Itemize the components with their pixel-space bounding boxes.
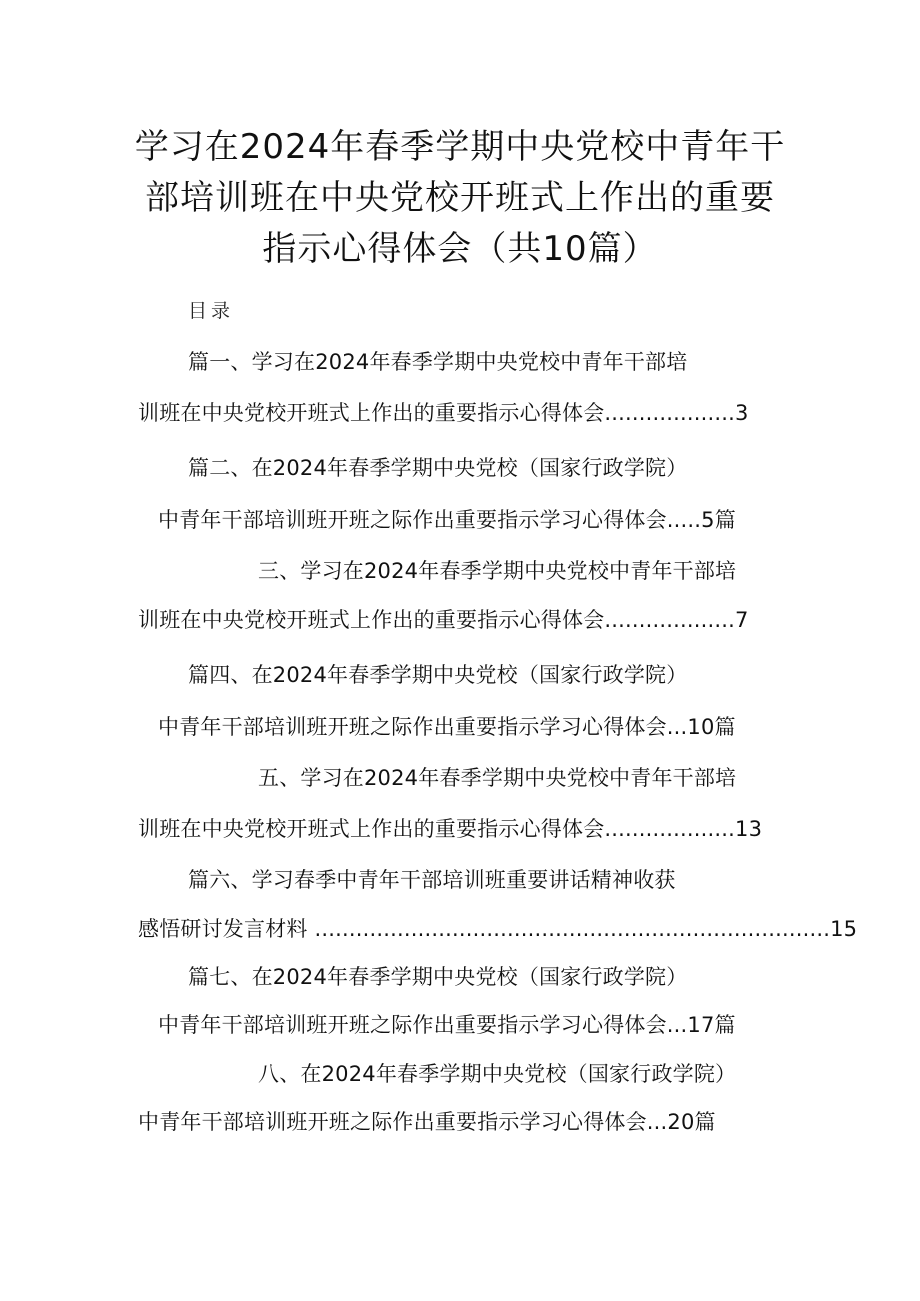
toc-entry-3-line-2: 训班在中央党校开班式上作出的重要指示心得体会...................7	[138, 608, 749, 632]
toc-entry-8-line-2: 中青年干部培训班开班之际作出重要指示学习心得体会...20篇	[138, 1110, 716, 1134]
toc-entry-7-line-2: 中青年干部培训班开班之际作出重要指示学习心得体会...17篇	[158, 1013, 736, 1037]
toc-entry-3-line-1: 三、学习在2024年春季学期中央党校中青年干部培	[258, 559, 737, 583]
toc-entry-6-line-1: 篇六、学习春季中青年干部培训班重要讲话精神收获	[188, 868, 676, 892]
toc-heading: 目录	[188, 300, 235, 322]
toc-entry-1-line-1: 篇一、学习在2024年春季学期中央党校中青年干部培	[188, 350, 688, 374]
toc-entry-8-line-1: 八、在2024年春季学期中央党校（国家行政学院）	[258, 1062, 737, 1086]
toc-entry-2-line-2: 中青年干部培训班开班之际作出重要指示学习心得体会.....5篇	[158, 508, 736, 532]
title-line-3: 指示心得体会（共10篇）	[262, 229, 658, 269]
toc-entry-4-line-2: 中青年干部培训班开班之际作出重要指示学习心得体会...10篇	[158, 715, 736, 739]
toc-entry-6-line-2: 感悟研讨发言材料 ...........................................................................15	[138, 917, 858, 941]
toc-entry-1-line-2: 训班在中央党校开班式上作出的重要指示心得体会...................3	[138, 401, 749, 425]
document-title	[100, 122, 820, 275]
toc-entry-5-line-2: 训班在中央党校开班式上作出的重要指示心得体会...................13	[138, 817, 763, 841]
title-line-1: 学习在2024年春季学期中央党校中青年干	[134, 127, 786, 167]
toc-entry-7-line-1: 篇七、在2024年春季学期中央党校（国家行政学院）	[188, 965, 688, 989]
toc-entry-4-line-1: 篇四、在2024年春季学期中央党校（国家行政学院）	[188, 663, 688, 687]
title-line-2: 部培训班在中央党校开班式上作出的重要	[145, 178, 775, 218]
toc-entry-5-line-1: 五、学习在2024年春季学期中央党校中青年干部培	[258, 766, 737, 790]
toc-entry-2-line-1: 篇二、在2024年春季学期中央党校（国家行政学院）	[188, 456, 688, 480]
